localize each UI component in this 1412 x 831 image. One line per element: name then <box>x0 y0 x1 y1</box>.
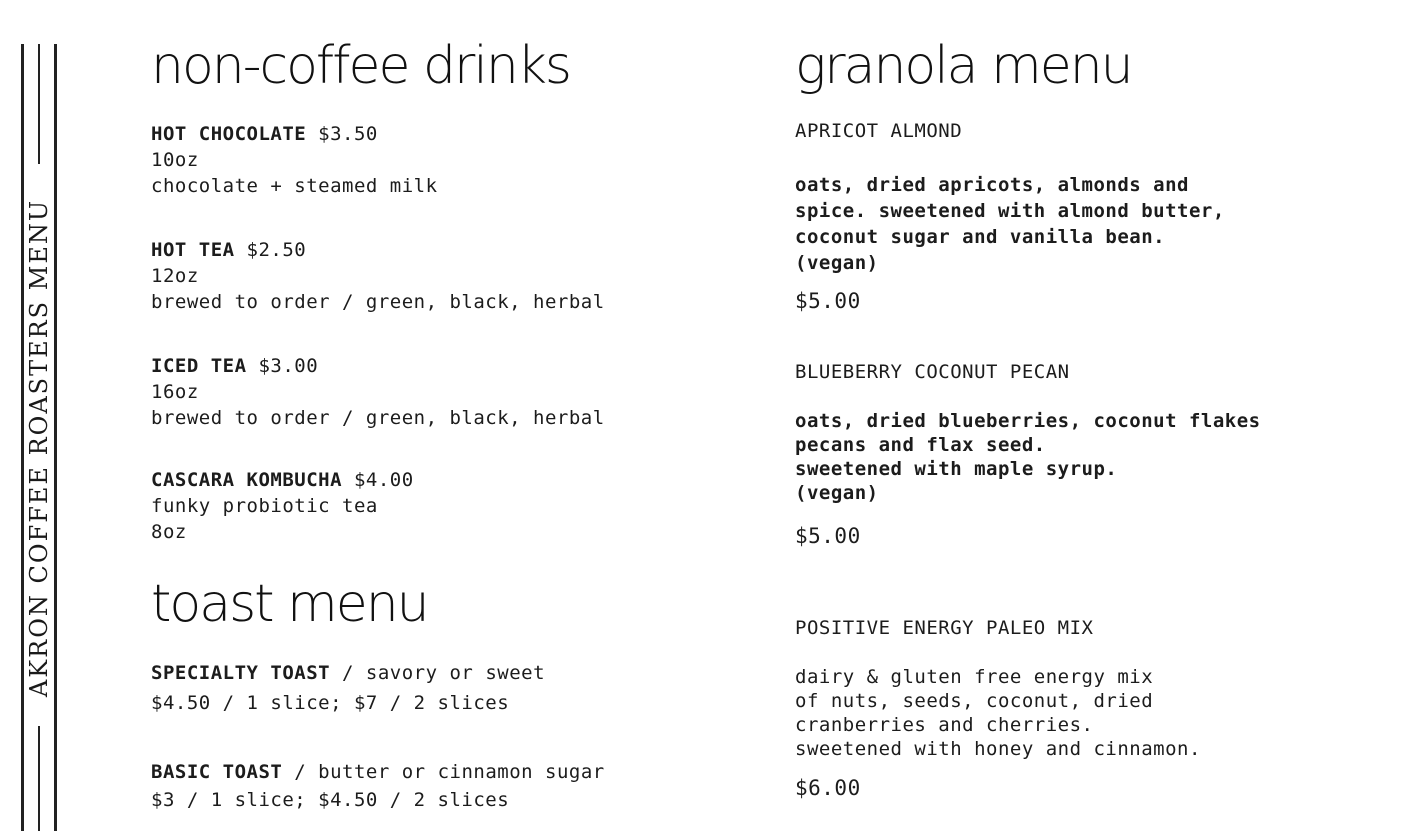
description-line: (vegan) <box>795 482 879 504</box>
item-description <box>795 409 1395 505</box>
item-price: $5.00 <box>795 289 861 313</box>
banner-rule-bottom <box>38 726 40 831</box>
description-line: pecans and flax seed. <box>795 434 1046 456</box>
granola-heading: granola menu <box>795 36 1132 96</box>
description-line: coconut sugar and vanilla bean. <box>795 226 1166 248</box>
menu-item-specialty-toast <box>151 660 751 716</box>
item-price: $4.00 <box>353 469 414 491</box>
description-line: dairy & gluten free energy mix <box>795 666 1154 688</box>
item-size: 8oz <box>151 521 187 543</box>
item-description <box>795 665 1395 761</box>
non-coffee-heading: non-coffee drinks <box>151 36 571 96</box>
menu-item-hot-tea <box>151 237 751 315</box>
item-description: brewed to order / green, black, herbal <box>151 291 605 313</box>
description-line: cranberries and cherries. <box>795 714 1094 736</box>
item-description: chocolate + steamed milk <box>151 175 438 197</box>
menu-item-cascara-kombucha <box>151 467 751 545</box>
item-name: HOT CHOCOLATE <box>151 123 307 145</box>
menu-item-basic-toast <box>151 759 751 813</box>
item-description <box>795 172 1395 276</box>
description-line: spice. sweetened with almond butter, <box>795 200 1225 222</box>
item-price: $3.50 <box>318 123 378 145</box>
item-name: HOT TEA <box>151 239 235 261</box>
item-name: BASIC TOAST <box>151 761 283 783</box>
banner-rule-left <box>21 44 24 831</box>
description-line: sweetened with maple syrup. <box>795 458 1118 480</box>
item-name: APRICOT ALMOND <box>795 120 963 142</box>
item-price: $6.00 <box>795 776 861 800</box>
banner-rule-right <box>54 44 57 831</box>
item-prices: $3 / 1 slice; $4.50 / 2 slices <box>151 789 510 811</box>
item-name: SPECIALTY TOAST <box>151 662 331 684</box>
item-size: 12oz <box>151 265 199 287</box>
item-name: CASCARA KOMBUCHA <box>151 469 343 491</box>
menu-item-iced-tea <box>151 353 751 431</box>
item-description: funky probiotic tea <box>151 495 378 517</box>
item-description: brewed to order / green, black, herbal <box>151 407 605 429</box>
description-line: (vegan) <box>795 252 879 274</box>
item-size: 16oz <box>151 381 199 403</box>
item-price: $5.00 <box>795 524 861 548</box>
description-line: oats, dried blueberries, coconut flakes <box>795 410 1261 432</box>
item-options: / savory or sweet <box>342 662 546 684</box>
side-banner-title: AKRON COFFEE ROASTERS MENU <box>25 195 53 701</box>
granola-item-positive-energy-paleo-mix <box>795 615 1395 801</box>
granola-item-blueberry-coconut-pecan <box>795 359 1395 549</box>
item-prices: $4.50 / 1 slice; $7 / 2 slices <box>151 692 510 714</box>
item-price: $2.50 <box>246 239 307 261</box>
item-name: ICED TEA <box>151 355 247 377</box>
item-options: / butter or cinnamon sugar <box>294 761 605 783</box>
menu-item-hot-chocolate <box>151 121 751 199</box>
description-line: of nuts, seeds, coconut, dried <box>795 690 1154 712</box>
description-line: oats, dried apricots, almonds and <box>795 174 1189 196</box>
toast-heading: toast menu <box>151 574 428 634</box>
granola-item-apricot-almond <box>795 118 1395 314</box>
item-name: POSITIVE ENERGY PALEO MIX <box>795 617 1094 639</box>
description-line: sweetened with honey and cinnamon. <box>795 738 1201 760</box>
banner-rule-top <box>38 44 40 164</box>
item-name: BLUEBERRY COCONUT PECAN <box>795 361 1070 383</box>
item-size: 10oz <box>151 149 199 171</box>
item-price: $3.00 <box>258 355 319 377</box>
